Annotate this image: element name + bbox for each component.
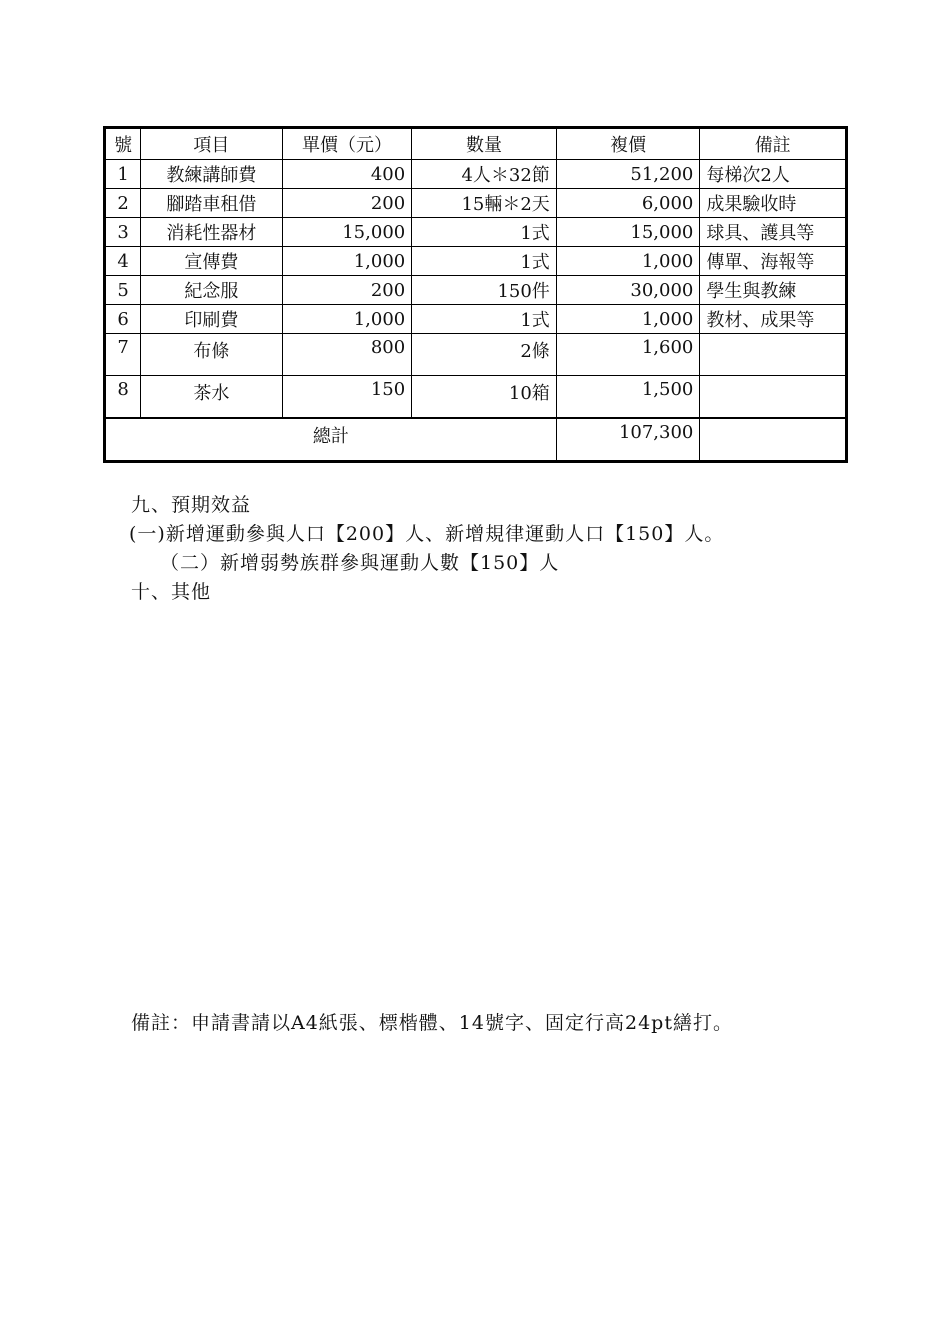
table-header-row xyxy=(105,128,847,160)
cell-unit-price: 150 xyxy=(282,376,412,419)
table-row xyxy=(105,334,847,376)
table-row xyxy=(105,247,847,276)
cell-subtotal: 1,000 xyxy=(556,247,700,276)
table-row xyxy=(105,305,847,334)
cell-item: 教練講師費 xyxy=(141,160,283,189)
cell-remark: 球具、護具等 xyxy=(700,218,847,247)
cell-unit-price: 1,000 xyxy=(282,247,412,276)
section-heading-ten: 十、其他 xyxy=(131,581,212,603)
cell-subtotal: 1,000 xyxy=(556,305,700,334)
cell-item: 腳踏車租借 xyxy=(141,189,283,218)
cell-quantity: 10箱 xyxy=(412,376,557,419)
table-row xyxy=(105,276,847,305)
budget-table xyxy=(103,126,848,463)
cell-no: 7 xyxy=(105,334,141,376)
table-row xyxy=(105,376,847,419)
cell-no: 6 xyxy=(105,305,141,334)
cell-unit-price: 400 xyxy=(282,160,412,189)
header-remark: 備註 xyxy=(700,128,847,160)
cell-remark: 教材、成果等 xyxy=(700,305,847,334)
benefit-item-2: （二）新增弱勢族群參與運動人數【150】人 xyxy=(160,552,560,574)
header-subtotal: 複價 xyxy=(556,128,700,160)
cell-item: 印刷費 xyxy=(141,305,283,334)
cell-unit-price: 200 xyxy=(282,276,412,305)
table-row xyxy=(105,160,847,189)
cell-no: 8 xyxy=(105,376,141,419)
cell-item: 紀念服 xyxy=(141,276,283,305)
table-row xyxy=(105,218,847,247)
cell-unit-price: 15,000 xyxy=(282,218,412,247)
total-value: 107,300 xyxy=(556,418,700,462)
cell-no: 3 xyxy=(105,218,141,247)
cell-subtotal: 1,500 xyxy=(556,376,700,419)
cell-unit-price: 800 xyxy=(282,334,412,376)
cell-no: 5 xyxy=(105,276,141,305)
benefit-item-1: (一)新增運動參與人口【200】人、新增規律運動人口【150】人。 xyxy=(129,523,725,545)
cell-subtotal: 6,000 xyxy=(556,189,700,218)
cell-unit-price: 1,000 xyxy=(282,305,412,334)
header-item: 項目 xyxy=(141,128,283,160)
cell-item: 宣傳費 xyxy=(141,247,283,276)
cell-no: 2 xyxy=(105,189,141,218)
cell-remark: 每梯次2人 xyxy=(700,160,847,189)
cell-quantity: 150件 xyxy=(412,276,557,305)
cell-no: 1 xyxy=(105,160,141,189)
cell-item: 消耗性器材 xyxy=(141,218,283,247)
total-label: 總計 xyxy=(105,418,557,462)
cell-remark: 成果驗收時 xyxy=(700,189,847,218)
cell-remark xyxy=(700,376,847,419)
cell-no: 4 xyxy=(105,247,141,276)
cell-item: 布條 xyxy=(141,334,283,376)
section-heading-nine: 九、預期效益 xyxy=(131,494,252,516)
cell-item: 茶水 xyxy=(141,376,283,419)
cell-subtotal: 1,600 xyxy=(556,334,700,376)
cell-subtotal: 30,000 xyxy=(556,276,700,305)
header-no: 號 xyxy=(105,128,141,160)
cell-subtotal: 51,200 xyxy=(556,160,700,189)
cell-quantity: 1式 xyxy=(412,218,557,247)
table-row xyxy=(105,189,847,218)
table-total-row xyxy=(105,418,847,462)
total-remark xyxy=(700,418,847,462)
cell-quantity: 1式 xyxy=(412,305,557,334)
cell-remark: 學生與教練 xyxy=(700,276,847,305)
cell-subtotal: 15,000 xyxy=(556,218,700,247)
cell-quantity: 2條 xyxy=(412,334,557,376)
cell-quantity: 4人＊32節 xyxy=(412,160,557,189)
cell-quantity: 1式 xyxy=(412,247,557,276)
cell-remark: 傳單、海報等 xyxy=(700,247,847,276)
format-note: 備註：申請書請以A4紙張、標楷體、14號字、固定行高24pt繕打。 xyxy=(131,1012,733,1034)
cell-unit-price: 200 xyxy=(282,189,412,218)
cell-quantity: 15輛＊2天 xyxy=(412,189,557,218)
header-quantity: 數量 xyxy=(412,128,557,160)
header-unit-price: 單價（元） xyxy=(282,128,412,160)
cell-remark xyxy=(700,334,847,376)
